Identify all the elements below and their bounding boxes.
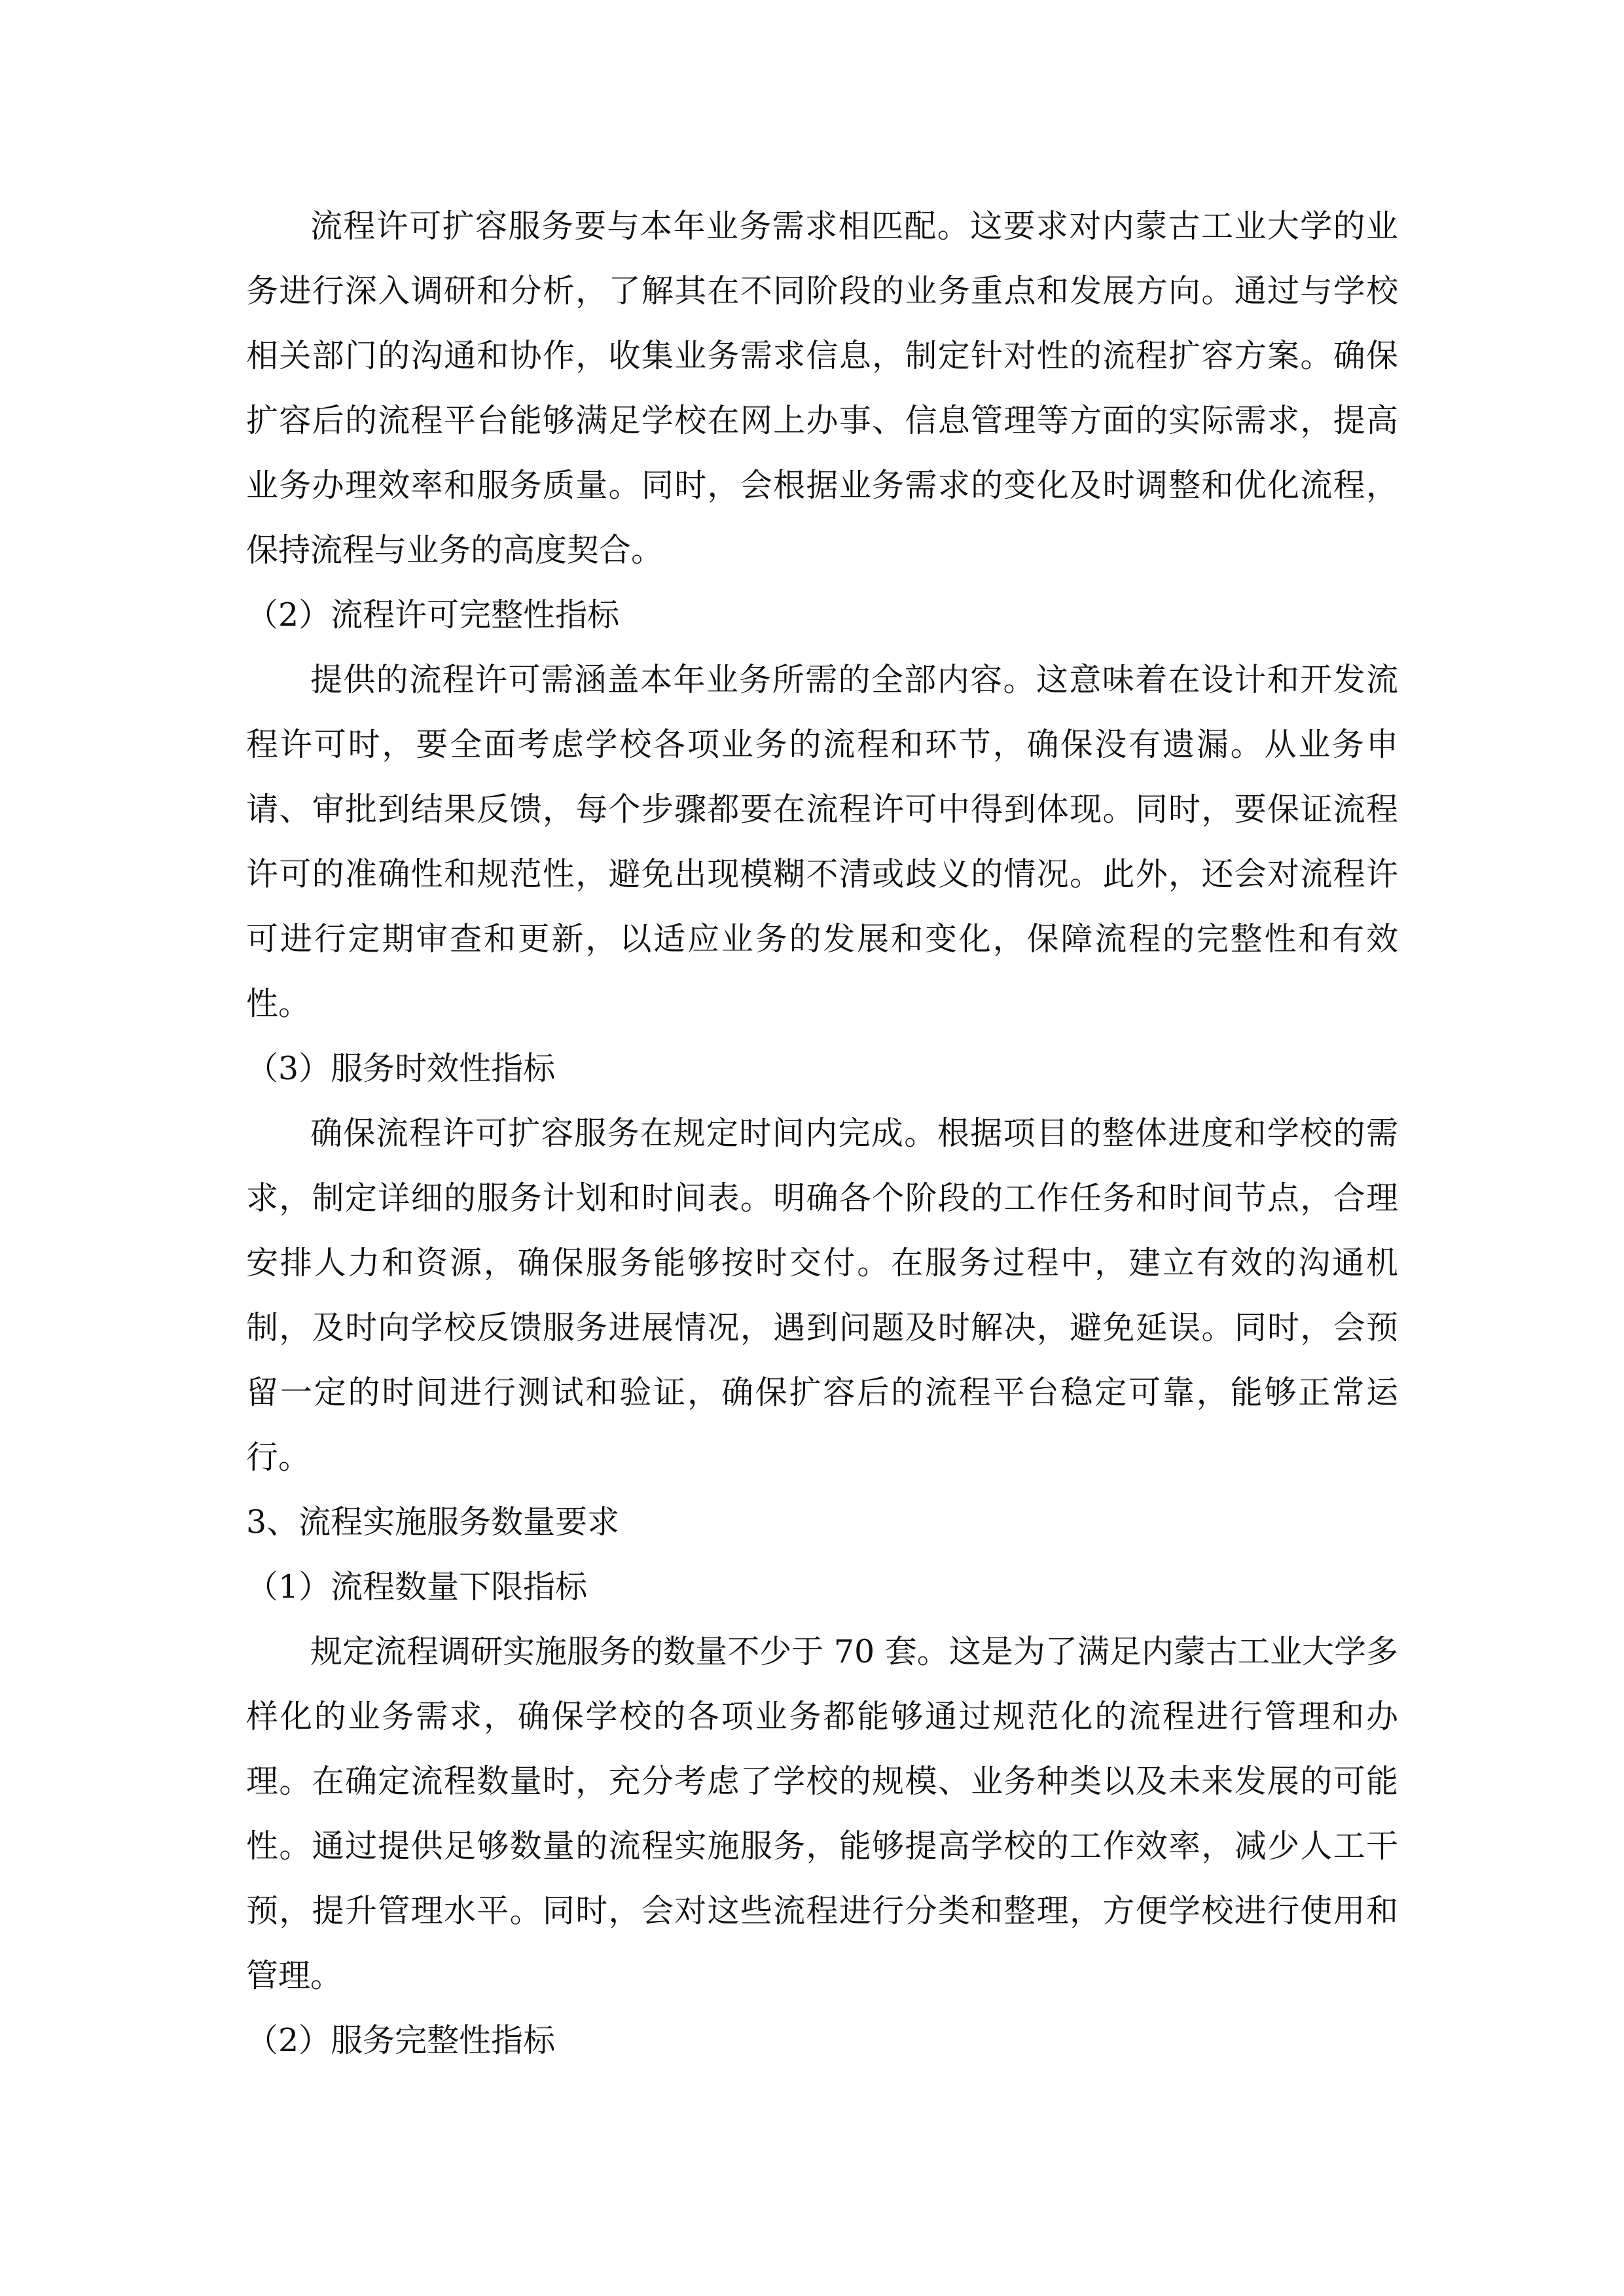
- heading-implementation-quantity: 3、流程实施服务数量要求: [246, 1503, 620, 1541]
- paragraph-service-timeliness: 确保流程许可扩容服务在规定时间内完成。根据项目的整体进度和学校的需求，制定详细的服务计划和时间表。明确各个阶段的工作任务和时间节点，合理安排人力和资源，确保服务能够按时交付。在服务过程中，建立有效的沟通机制，及时向学校反馈服务进展情况，遇到问题及时解决，避免延误。同时，会预留一定的时间进行测试和验证，确保扩容后的流程平台稳定可靠，能够正常运行。: [246, 1115, 1398, 1476]
- paragraph-process-license-expansion: 流程许可扩容服务要与本年业务需求相匹配。这要求对内蒙古工业大学的业务进行深入调研和分析，了解其在不同阶段的业务重点和发展方向。通过与学校相关部门的沟通和协作，收集业务需求信息，制定针对性的流程扩容方案。确保扩容后的流程平台能够满足学校在网上办事、信息管理等方面的实际需求，提高业务办理效率和服务质量。同时，会根据业务需求的变化及时调整和优化流程，保持流程与业务的高度契合。: [246, 207, 1398, 569]
- document-body: [246, 194, 1398, 2073]
- paragraph-process-quantity-lower-bound: 规定流程调研实施服务的数量不少于 70 套。这是为了满足内蒙古工业大学多样化的业务需求，确保学校的各项业务都能够通过规范化的流程进行管理和办理。在确定流程数量时，充分考虑了学校的规模、业务种类以及未来发展的可能性。通过提供足够数量的流程实施服务，能够提高学校的工作效率，减少人工干预，提升管理水平。同时，会对这些流程进行分类和整理，方便学校进行使用和管理。: [246, 1633, 1398, 1994]
- heading-service-timeliness: （3）服务时效性指标: [246, 1050, 556, 1087]
- heading-service-completeness: （2）服务完整性指标: [246, 2022, 556, 2059]
- heading-process-quantity-lower-bound: （1）流程数量下限指标: [246, 1568, 588, 1605]
- paragraph-license-completeness: 提供的流程许可需涵盖本年业务所需的全部内容。这意味着在设计和开发流程许可时，要全面考虑学校各项业务的流程和环节，确保没有遗漏。从业务申请、审批到结果反馈，每个步骤都要在流程许可中得到体现。同时，要保证流程许可的准确性和规范性，避免出现模糊不清或歧义的情况。此外，还会对流程许可进行定期审查和更新，以适应业务的发展和变化，保障流程的完整性和有效性。: [246, 661, 1398, 1022]
- heading-license-completeness: （2）流程许可完整性指标: [246, 596, 620, 634]
